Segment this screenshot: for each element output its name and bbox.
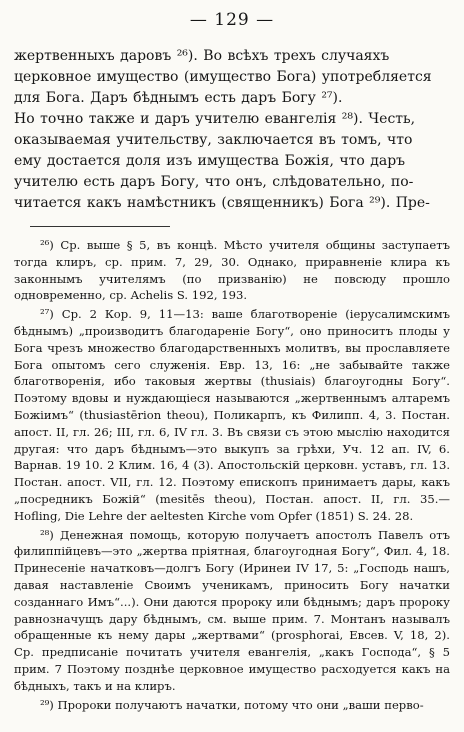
footnote-27: ²⁷) Ср. 2 Кор. 9, 11—13: ваше благотвореніе (іерусалимскимъ бѣднымъ) „производитъ благодареніе Богу“, оно приноситъ плоды у Бога чрезъ множество благодарственныхъ молитвъ, вы прославляете Бога опытомъ сего служенія. Евр. 13, 16: „не забывайте также благотворенія, ибо таковыя жертвы (thusiais) благоугодны Богу“. Поэтому вдовы и нуждающіеся называются „жертвеннымъ алтаремъ Божіимъ“ (thusiastērion theou), Поликарпъ, къ Филипп. 4, 3. Постан. апост. II, гл. 26; III, гл. 6, IV гл. 3. Въ связи съ этою мыслію находится другая: что даръ бѣднымъ—это выкупъ за грѣхи, Уч. 12 ап. IV, 6. Варнав. 19 10. 2 Клим. 16, 4 (3). Апостольскій церковн. уставъ, гл. 13. Постан. апост. VII, гл. 12. Поэтому епископъ принимаетъ дары, какъ „посредникъ Божій“ (mesitēs theou), Постан. апост. II, гл. 35.—Hofling, Die Lehre der aeltesten Kirche vom Opfer (1851) S. 24. 28. [14,307,450,523]
page-number: — 129 — [189,10,275,30]
footnote-26: ²⁶) Ср. выше § 5, въ концѣ. Мѣсто учителя общины заступаетъ тогда клиръ, ср. прим. 7, 29, 30. Однако, приравненіе клира къ законнымъ учителямъ (по призванію) не повсюду прошло одновременно, ср. Achelis S. 192, 193. [14,238,450,303]
main-text-line: учителю есть даръ Богу, что онъ, слѣдовательно, по- [14,174,414,190]
footnotes [14,237,450,713]
main-text-line: оказываемая учительству, заключается въ томъ, что [14,132,413,148]
main-text-line: читается какъ намѣстникъ (священникъ) Бога ²⁹). Пре- [14,195,430,211]
main-text-line: жертвенныхъ даровъ ²⁶). Во всѣхъ трехъ случаяхъ [14,48,390,64]
main-text-line: церковное имущество (имущество Бога) употребляется [14,69,432,85]
footnote-divider [30,226,170,227]
main-text-line: ему достается доля изъ имущества Божія, что даръ [14,153,406,169]
main-text [14,46,450,214]
footnote-29: ²⁹) Пророки получаютъ начатки, потому что они „ваши перво- [40,697,424,712]
main-text-line: для Бога. Даръ бѣднымъ есть даръ Богу ²⁷). [14,90,343,106]
footnote-28: ²⁸) Денежная помощь, которую получаетъ апостолъ Павелъ отъ филиппійцевъ—это „жертва пріятная, благоугодная Богу“, Фил. 4, 18. Принесеніе начатковъ—долгъ Богу (Иринеи IV 17, 5: „Господь нашъ, давая наставленіе Своимъ ученикамъ, приносить Богу начатки созданнаго Имъ“...). Они даются пророку или бѣднымъ; даръ пророку равнозначущъ дару бѣднымъ, см. выше прим. 7. Монтанъ называлъ обращенные къ нему дары „жертвами“ (prosphorai, Евсев. V, 18, 2). Ср. предписаніе почитать учителя евангелія, „какъ Господа“, § 5 прим. 7 Поэтому позднѣе церковное имущество расходуется какъ на бѣдныхъ, такъ и на клиръ. [14,527,450,693]
main-text-line: Но точно также и даръ учителю евангелія ²⁸). Честь, [14,111,416,127]
